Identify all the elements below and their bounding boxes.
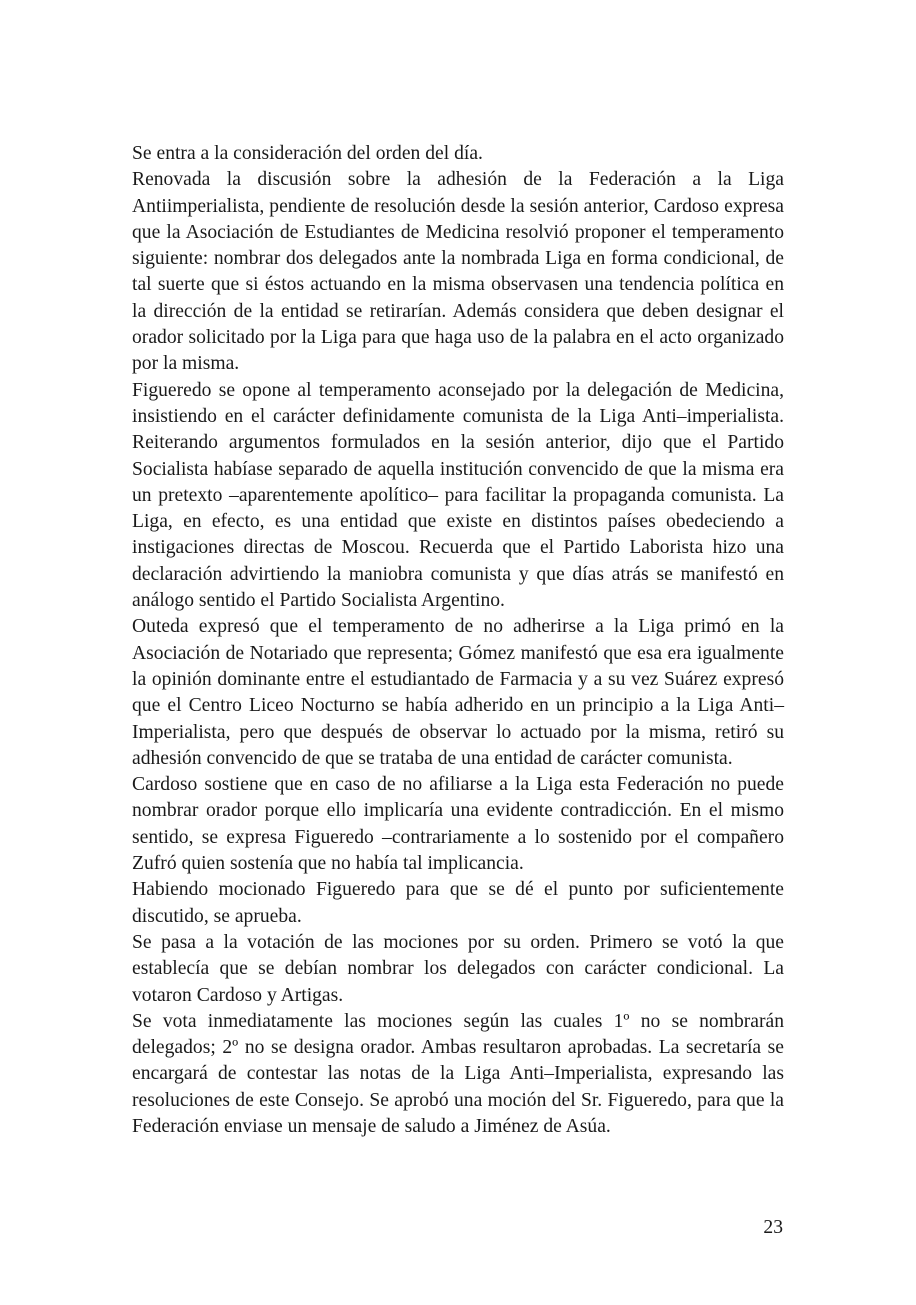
- paragraph: Outeda expresó que el temperamento de no adherirse a la Liga primó en la Asociación de Notariado que representa; Gómez manifestó que esa era igualmente la opinión dominante entre el estudiantado de Farmacia y a su vez Suárez expresó que el Centro Liceo Nocturno se había adherido en un principio a la Liga Anti–Imperialista, pero que después de observar lo actuado por la misma, retiró su adhesión convencido de que se trataba de una entidad de carácter comunista.: [132, 616, 784, 769]
- paragraph: Habiendo mocionado Figueredo para que se dé el punto por suficientemente discutido, se aprueba.: [132, 879, 784, 927]
- paragraph: Renovada la discusión sobre la adhesión de la Federación a la Liga Antiimperialista, pendiente de resolución desde la sesión anterior, Cardoso expresa que la Asociación de Estudiantes de Medicina resolvió proponer el temperamento siguiente: nombrar dos delegados ante la nombrada Liga en forma condicional, de tal suerte que si éstos actuando en la misma observasen una tendencia política en la dirección de la entidad se retirarían. Además considera que deben designar el orador solicitado por la Liga para que haga uso de la palabra en el acto organizado por la misma.: [132, 169, 784, 375]
- body-text: [132, 141, 784, 1140]
- paragraph: Figueredo se opone al temperamento aconsejado por la delegación de Medicina, insistiendo en el carácter definidamente comunista de la Liga Anti–imperialista. Reiterando argumentos formulados en la sesión anterior, dijo que el Partido Socialista habíase separado de aquella institución convencido de que la misma era un pretexto –aparentemente apolítico– para facilitar la propaganda comunista. La Liga, en efecto, es una entidad que existe en distintos países obedeciendo a instigaciones directas de Moscou. Recuerda que el Partido Laborista hizo una declaración advirtiendo la maniobra comunista y que días atrás se manifestó en análogo sentido el Partido Socialista Argentino.: [132, 379, 784, 612]
- paragraph: Cardoso sostiene que en caso de no afiliarse a la Liga esta Federación no puede nombrar orador porque ello implicaría una evidente contradicción. En el mismo sentido, se expresa Figueredo –contrariamente a lo sostenido por el compañero Zufró quien sostenía que no había tal implicancia.: [132, 774, 784, 875]
- paragraph: Se pasa a la votación de las mociones por su orden. Primero se votó la que establecía que se debían nombrar los delegados con carácter condicional. La votaron Cardoso y Artigas.: [132, 931, 784, 1006]
- paragraph: Se entra a la consideración del orden del día.: [132, 143, 483, 164]
- paragraph: Se vota inmediatamente las mociones según las cuales 1º no se nombrarán delegados; 2º no se designa orador. Ambas resultaron aprobadas. La secretaría se encargará de contestar las notas de la Liga Anti–Imperialista, expresando las resoluciones de este Consejo. Se aprobó una moción del Sr. Figueredo, para que la Federación enviase un mensaje de saludo a Jiménez de Asúa.: [132, 1010, 784, 1137]
- page-number: 23: [763, 1217, 783, 1238]
